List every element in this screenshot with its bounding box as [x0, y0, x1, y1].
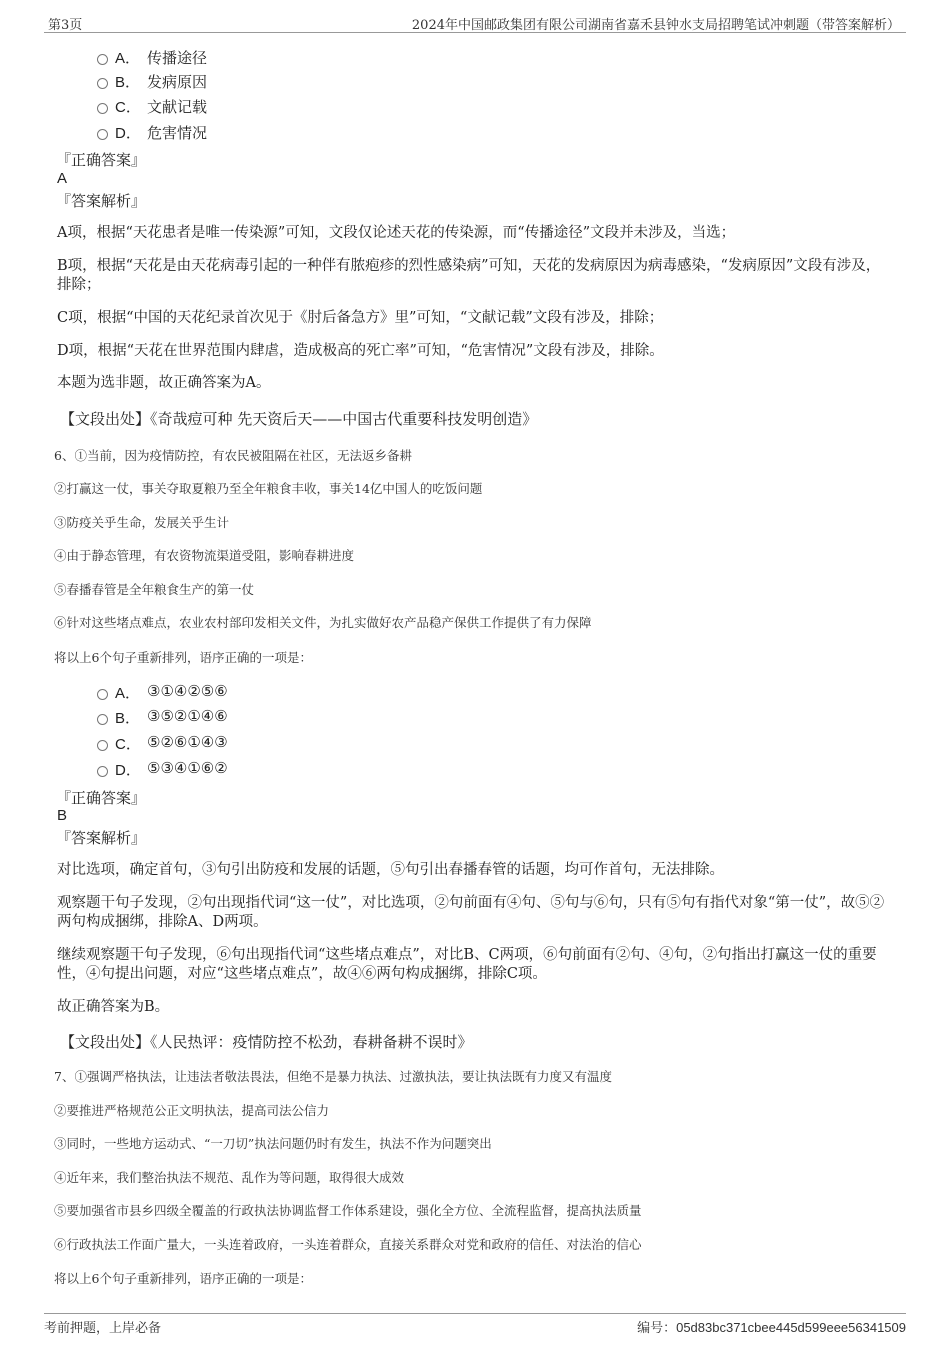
document-id-value: 05d83bc371cbee445d599eee56341509 — [676, 1320, 906, 1335]
q6-analysis-3: 继续观察题干句子发现，⑥句出现指代词“这些堵点难点”，对比B、C两项，⑥句前面有②句、④句，②句指出打赢这一仗的重要性，④句提出问题，对应“这些堵点难点”，故④⑥两句构成捆绑，排除C项。 — [57, 947, 877, 982]
q5-analysis-label: 『答案解析』 — [56, 192, 147, 210]
q6-analysis-1: 对比选项，确定首句，③句引出防疫和发展的话题，⑤句引出春播春管的话题，均可作首句，无法排除。 — [57, 862, 724, 878]
q6-source: 【文段出处】《人民热评：疫情防控不松劲，春耕备耕不误时》 — [60, 1033, 473, 1051]
q5-conclusion: 本题为选非题，故正确答案为A。 — [57, 375, 271, 391]
q7-sentence-4: ④近年来，我们整治执法不规范、乱作为等问题，取得很大成效 — [54, 1170, 405, 1185]
radio-icon[interactable] — [97, 78, 108, 89]
q6-answer-label: 『正确答案』 — [56, 789, 147, 807]
footer-slogan: 考前押题，上岸必备 — [44, 1321, 162, 1336]
page-footer — [44, 1313, 906, 1338]
q5-source: 【文段出处】《奇哉痘可种 先天资后天——中国古代重要科技发明创造》 — [60, 410, 538, 428]
q5-analysis-b: B项，根据“天花是由天花病毒引起的一种伴有脓疱疹的烈性感染病”可知，天花的发病原因为病毒感染，“发病原因”文段有涉及，排除； — [57, 258, 881, 293]
q5-analysis-a: A项，根据“天花患者是唯一传染源”可知，文段仅论述天花的传染源，而“传播途径”文段并未涉及，当选； — [57, 225, 736, 241]
radio-icon[interactable] — [97, 54, 108, 65]
q6-sentence-3: ③防疫关乎生命，发展关乎生计 — [54, 515, 230, 530]
q5-analysis-c: C项，根据“中国的天花纪录首次见于《肘后备急方》里”可知，“文献记载”文段有涉及，排除； — [57, 310, 664, 326]
q6-sentence-2: ②打赢这一仗，事关夺取夏粮乃至全年粮食丰收，事关14亿中国人的吃饭问题 — [54, 481, 483, 496]
radio-icon[interactable] — [97, 766, 108, 777]
q6-prompt: 将以上6个句子重新排列，语序正确的一项是： — [54, 650, 312, 665]
q6-analysis-label: 『答案解析』 — [56, 829, 147, 847]
radio-icon[interactable] — [97, 689, 108, 700]
radio-icon[interactable] — [97, 129, 108, 140]
q6-sentence-1: 6、①当前，因为疫情防控，有农民被阻隔在社区，无法返乡备耕 — [54, 448, 412, 463]
document-title: 2024年中国邮政集团有限公司湖南省嘉禾县钟水支局招聘笔试冲刺题（带答案解析） — [411, 18, 900, 33]
q6-answer: B — [57, 807, 68, 824]
q6-sentence-6: ⑥针对这些堵点难点，农业农村部印发相关文件，为扎实做好农产品稳产保供工作提供了有力保障 — [54, 615, 592, 630]
q7-sentence-5: ⑤要加强省市县乡四级全覆盖的行政执法协调监督工作体系建设，强化全方位、全流程监督，提高执法质量 — [54, 1203, 642, 1218]
q7-sentence-1: 7、①强调严格执法，让违法者敬法畏法，但绝不是暴力执法、过激执法，要让执法既有力度又有温度 — [54, 1069, 612, 1084]
q7-sentence-6: ⑥行政执法工作面广量大，一头连着政府，一头连着群众，直接关系群众对党和政府的信任、对法治的信心 — [54, 1237, 642, 1252]
q7-sentence-2: ②要推进严格规范公正文明执法，提高司法公信力 — [54, 1103, 330, 1118]
page-number: 第3页 — [48, 18, 83, 33]
page-header — [44, 12, 906, 33]
q6-sentence-4: ④由于静态管理，有农资物流渠道受阻，影响春耕进度 — [54, 548, 355, 563]
radio-icon[interactable] — [97, 714, 108, 725]
q6-sentence-5: ⑤春播春管是全年粮食生产的第一仗 — [54, 582, 255, 597]
q5-answer-label: 『正确答案』 — [56, 151, 147, 169]
q5-analysis-d: D项，根据“天花在世界范围内肆虐，造成极高的死亡率”可知，“危害情况”文段有涉及，排除。 — [57, 343, 664, 359]
document-id — [637, 1317, 906, 1336]
radio-icon[interactable] — [97, 103, 108, 114]
q7-sentence-3: ③同时，一些地方运动式、“一刀切”执法问题仍时有发生，执法不作为问题突出 — [54, 1136, 492, 1151]
q7-prompt: 将以上6个句子重新排列，语序正确的一项是： — [54, 1271, 312, 1286]
q6-analysis-2: 观察题干句子发现，②句出现指代词“这一仗”，对比选项，②句前面有④句、⑤句与⑥句，只有⑤句有指代对象“第一仗”，故⑤②两句构成捆绑，排除A、D两项。 — [57, 895, 885, 930]
radio-icon[interactable] — [97, 740, 108, 751]
document-id-label: 编号： — [637, 1321, 677, 1336]
q5-answer: A — [57, 170, 68, 187]
q6-conclusion: 故正确答案为B。 — [57, 999, 170, 1015]
